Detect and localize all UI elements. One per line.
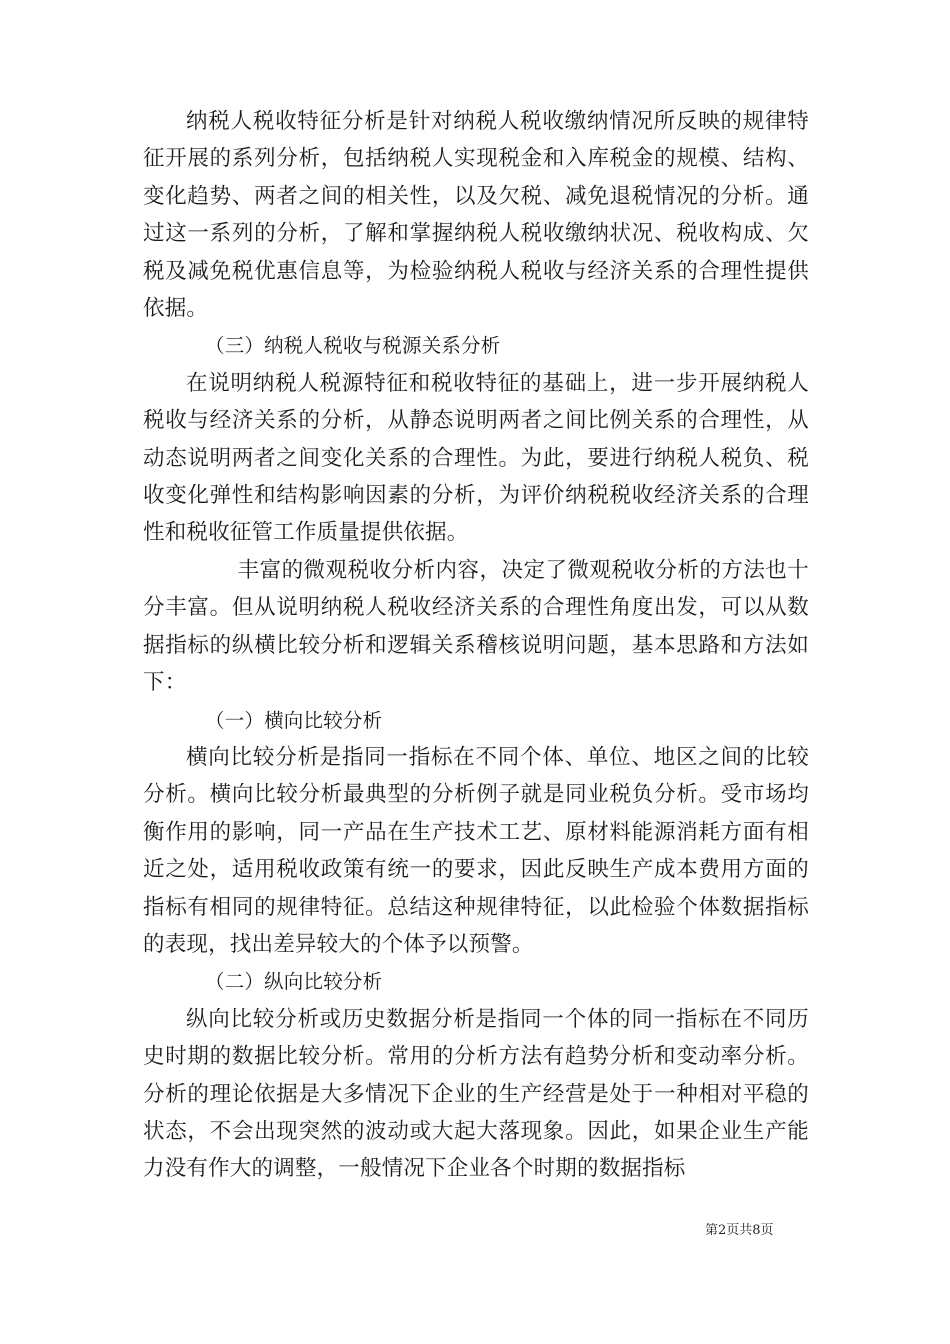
- heading-tax-source-relation: （三）纳税人税收与税源关系分析: [205, 334, 501, 358]
- paragraph-tax-characteristics: 纳税人税收特征分析是针对纳税人税收缴纳情况所反映的规律特征开展的系列分析，包括纳税人实现税金和入库税金的规模、结构、变化趋势、两者之间的相关性，以及欠税、减免退税情况的分析。通过这一系列的分析，了解和掌握纳税人税收缴纳状况、税收构成、欠税及减免税优惠信息等，为检验纳税人税收与经济关系的合理性提供依据。: [143, 109, 809, 322]
- heading-vertical-comparison: （二）纵向比较分析: [205, 970, 383, 994]
- paragraph-tax-source-relation: 在说明纳税人税源特征和税收特征的基础上，进一步开展纳税人税收与经济关系的分析，从静态说明两者之间比例关系的合理性，从动态说明两者之间变化关系的合理性。为此，要进行纳税人税负、税收变化弹性和结构影响因素的分析，为评价纳税税收经济关系的合理性和税收征管工作质量提供依据。: [143, 370, 809, 546]
- page-number-footer: 第2页共8页: [705, 1223, 774, 1238]
- document-body: [143, 103, 809, 1188]
- heading-horizontal-comparison: （一）横向比较分析: [205, 708, 383, 732]
- paragraph-vertical-comparison: 纵向比较分析或历史数据分析是指同一个体的同一指标在不同历史时期的数据比较分析。常用的分析方法有趋势分析和变动率分析。分析的理论依据是大多情况下企业的生产经营是处于一种相对平稳的状态，不会出现突然的波动或大起大落现象。因此，如果企业生产能力没有作大的调整，一般情况下企业各个时期的数据指标: [143, 1006, 809, 1182]
- paragraph-horizontal-comparison: 横向比较分析是指同一指标在不同个体、单位、地区之间的比较分析。横向比较分析最典型的分析例子就是同业税负分析。受市场均衡作用的影响，同一产品在生产技术工艺、原材料能源消耗方面有相近之处，适用税收政策有统一的要求，因此反映生产成本费用方面的指标有相同的规律特征。总结这种规律特征，以此检验个体数据指标的表现，找出差异较大的个体予以预警。: [143, 744, 809, 957]
- paragraph-analysis-methods: 丰富的微观税收分析内容，决定了微观税收分析的方法也十分丰富。但从说明纳税人税收经济关系的合理性角度出发，可以从数据指标的纵横比较分析和逻辑关系稽核说明问题，基本思路和方法如下：: [143, 557, 809, 696]
